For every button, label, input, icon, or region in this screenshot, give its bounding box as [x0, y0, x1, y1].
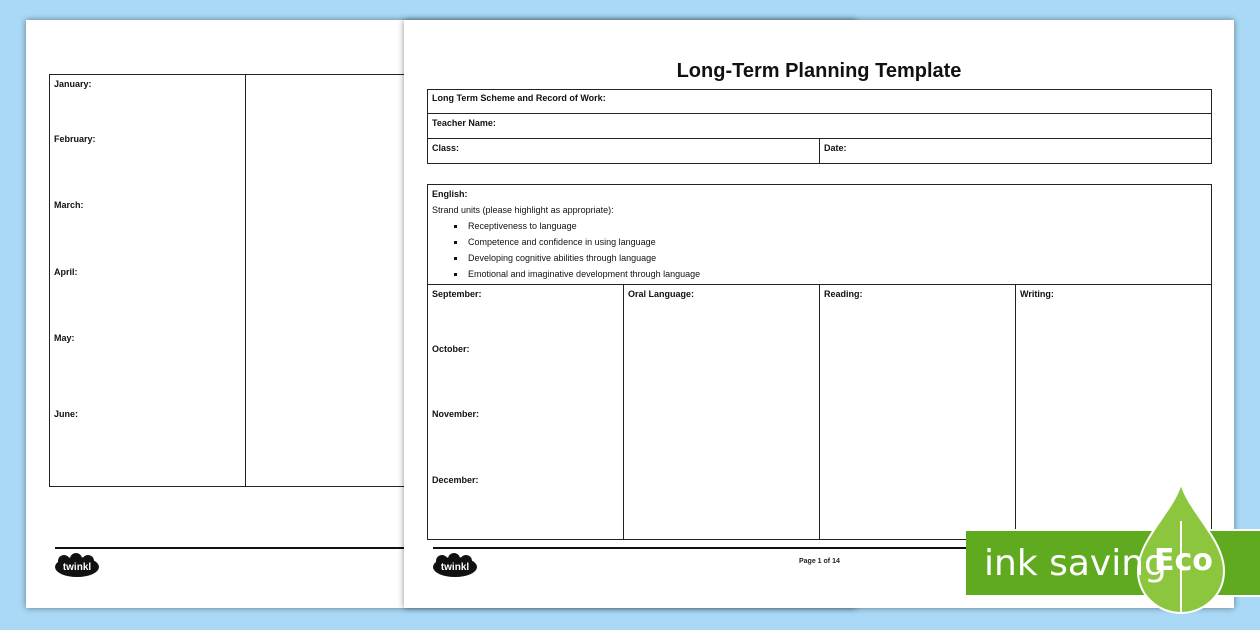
date-label: Date:	[824, 143, 847, 153]
column-divider	[819, 284, 820, 540]
twinkl-logo	[54, 553, 100, 579]
bullet-icon	[454, 257, 457, 260]
bullet-icon	[454, 241, 457, 244]
column-divider	[623, 284, 624, 540]
strand-item: Receptiveness to language	[468, 221, 577, 231]
month-november: November:	[432, 409, 480, 419]
month-january: January:	[54, 79, 92, 89]
month-april: April:	[54, 267, 78, 277]
month-october: October:	[432, 344, 470, 354]
strand-intro: Strand units (please highlight as appropriate):	[432, 205, 614, 215]
header-row-divider	[427, 113, 1212, 114]
eco-label: Eco	[1154, 543, 1213, 578]
teacher-name-label: Teacher Name:	[432, 118, 496, 128]
strand-item: Developing cognitive abilities through language	[468, 253, 657, 263]
column-header-reading: Reading:	[824, 289, 863, 299]
twinkl-logo-text: twinkl	[440, 562, 470, 573]
month-december: December:	[432, 475, 479, 485]
month-february: February:	[54, 134, 96, 144]
strand-item: Competence and confidence in using language	[468, 237, 656, 247]
strand-item: Emotional and imaginative development through language	[468, 269, 701, 279]
page-number: Page 1 of 14	[799, 558, 840, 565]
class-date-divider	[819, 138, 820, 164]
subject-name: English:	[432, 189, 468, 199]
bullet-icon	[454, 225, 457, 228]
column-header-september: September:	[432, 289, 482, 299]
ink-saving-label: ink saving	[984, 543, 1167, 584]
twinkl-logo-text: twinkl	[62, 562, 92, 573]
month-may: May:	[54, 333, 75, 343]
month-march: March:	[54, 200, 84, 210]
class-label: Class:	[432, 143, 460, 153]
eco-ink-saving-badge	[966, 481, 1260, 616]
column-header-writing: Writing:	[1020, 289, 1054, 299]
column-header-oral-language: Oral Language:	[628, 289, 695, 299]
month-june: June:	[54, 409, 79, 419]
bullet-icon	[454, 273, 457, 276]
column-divider	[245, 74, 246, 487]
document-title: Long-Term Planning Template	[676, 60, 962, 82]
twinkl-logo	[432, 553, 478, 579]
scheme-field-label: Long Term Scheme and Record of Work:	[432, 93, 606, 103]
